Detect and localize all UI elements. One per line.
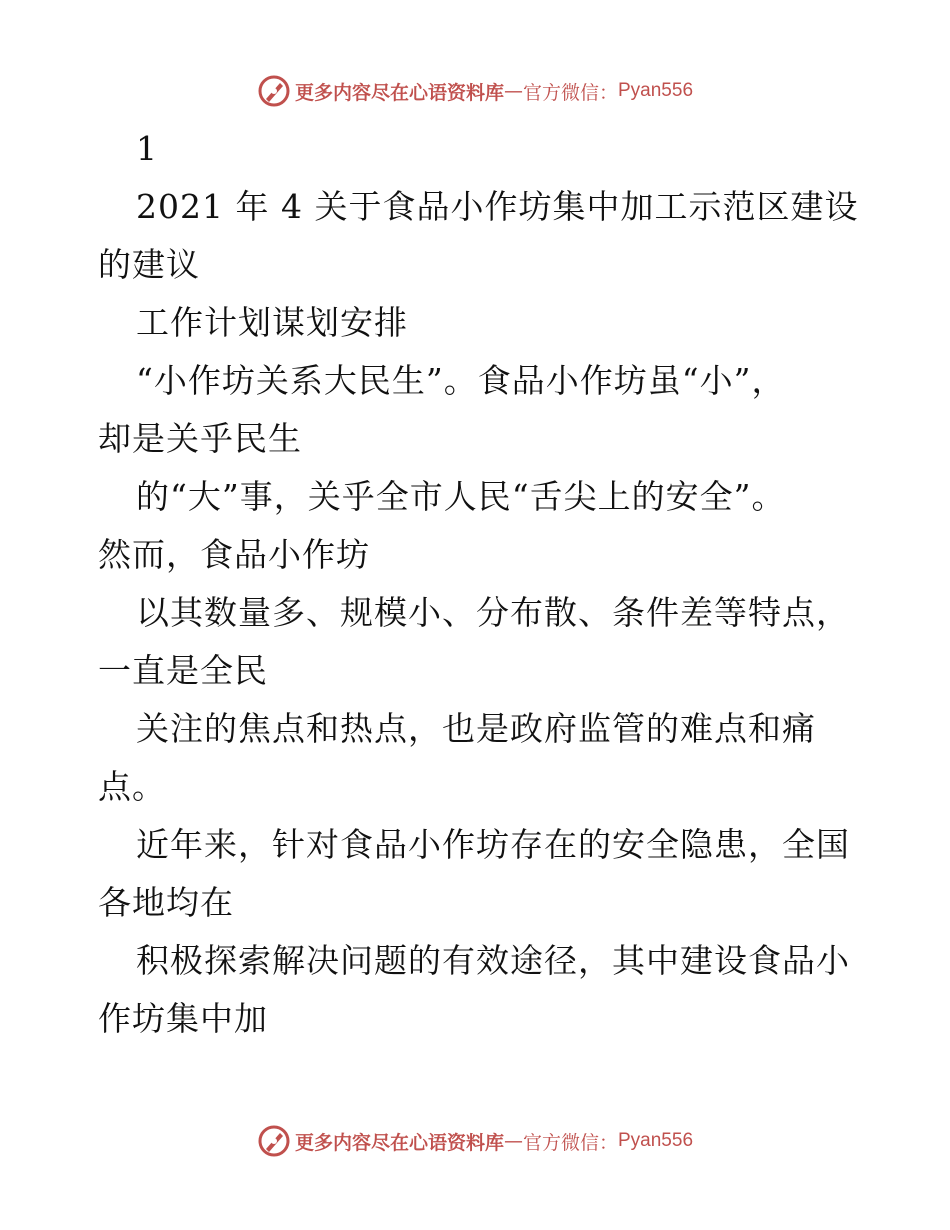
document-title-line-2: 的建议 xyxy=(98,245,200,284)
document-title-line-1: 2021 年 4 关于食品小作坊集中加工示范区建设 xyxy=(136,187,859,226)
pen-seal-icon xyxy=(257,74,291,108)
watermark-brand: 更多内容尽在心语资料库 xyxy=(294,81,504,104)
paragraph-line: “小作坊关系大民生”。食品小作坊虽“小”， xyxy=(136,361,786,400)
paragraph-line: 一直是全民 xyxy=(98,651,268,690)
footer-watermark xyxy=(0,1121,950,1161)
document-subtitle: 工作计划谋划安排 xyxy=(136,303,408,342)
paragraph-line: 近年来，针对食品小作坊存在的安全隐患，全国 xyxy=(136,825,850,864)
header-watermark xyxy=(0,71,950,111)
watermark-dash: — xyxy=(503,1130,523,1152)
paragraph-line: 点。 xyxy=(98,767,166,806)
paragraph-line: 作坊集中加 xyxy=(98,999,268,1038)
paragraph-line: 以其数量多、规模小、分布散、条件差等特点， xyxy=(136,593,850,632)
watermark-wechat-label: 官方微信： xyxy=(522,81,618,104)
paragraph-line: 却是关乎民生 xyxy=(98,419,302,458)
watermark-wechat-id: Pyan556 xyxy=(618,80,694,101)
paragraph-line: 然而，食品小作坊 xyxy=(98,535,370,574)
paragraph-line: 的“大”事，关乎全市人民“舌尖上的安全”。 xyxy=(136,477,786,516)
pen-seal-icon xyxy=(257,1124,291,1158)
paragraph-line: 各地均在 xyxy=(98,883,234,922)
page-number: 1 xyxy=(136,129,158,168)
watermark-brand: 更多内容尽在心语资料库 xyxy=(294,1131,504,1154)
watermark-dash: — xyxy=(503,80,523,102)
watermark-wechat-id: Pyan556 xyxy=(618,1130,694,1151)
paragraph-line: 关注的焦点和热点，也是政府监管的难点和痛 xyxy=(136,709,816,748)
watermark-wechat-label: 官方微信： xyxy=(522,1131,618,1154)
paragraph-line: 积极探索解决问题的有效途径，其中建设食品小 xyxy=(136,941,850,980)
